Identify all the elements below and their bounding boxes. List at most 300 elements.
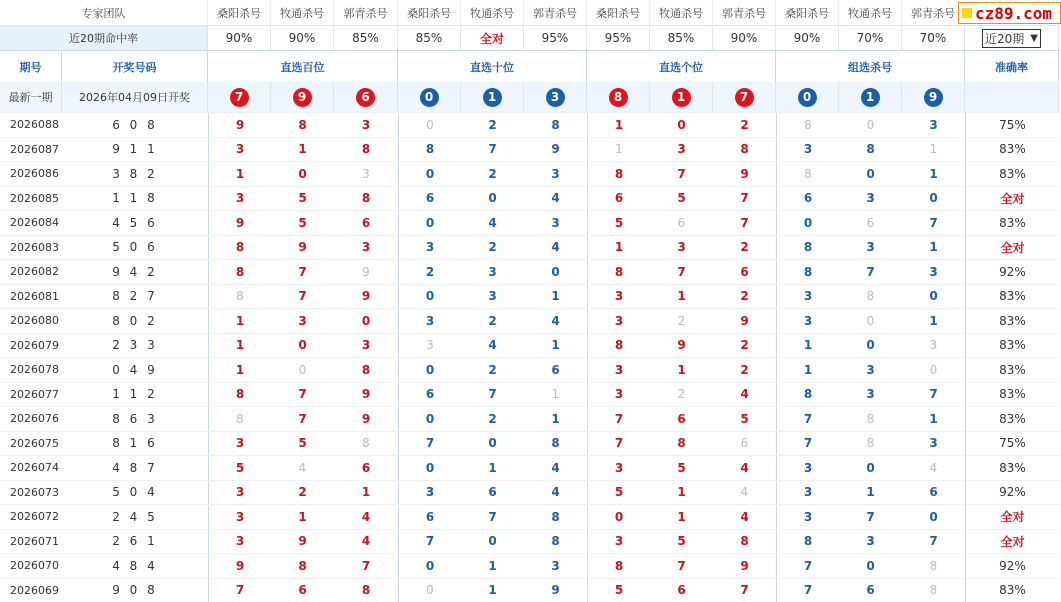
accuracy-value: 92%: [965, 481, 1059, 505]
kill-number: 3: [839, 236, 902, 260]
accuracy-value: 全对: [965, 505, 1059, 529]
kill-number: 7: [839, 505, 902, 529]
kill-number: 8: [776, 260, 839, 284]
kill-number: 3: [587, 285, 650, 309]
kill-number: 8: [587, 260, 650, 284]
table-row: [0, 235, 1059, 260]
kill-number: 3: [839, 530, 902, 554]
draw-numbers: 3 8 2: [62, 162, 208, 186]
issue-number: 2026081: [0, 285, 62, 309]
hit-rate-row: [0, 25, 1059, 50]
kill-number: 7: [271, 407, 334, 431]
expert-name: 桑阳杀号: [208, 0, 271, 25]
kill-number: 8: [587, 334, 650, 358]
hit-rate: 85%: [398, 26, 461, 50]
hit-rate: 70%: [902, 26, 965, 50]
kill-number: 6: [524, 358, 587, 382]
latest-ball-cell: [271, 82, 334, 112]
period-select[interactable]: [982, 29, 1041, 48]
kill-number: 1: [776, 358, 839, 382]
hit-rate: 全对: [461, 26, 524, 50]
kill-number: 3: [839, 358, 902, 382]
draw-numbers: 2 3 3: [62, 334, 208, 358]
number-ball: 9: [293, 88, 312, 107]
kill-number: 9: [208, 554, 271, 578]
draw-numbers: 5 0 4: [62, 481, 208, 505]
kill-number: 9: [208, 211, 271, 235]
table-row: [0, 529, 1059, 554]
kill-number: 2: [461, 162, 524, 186]
kill-number: 8: [524, 432, 587, 456]
hit-rate: 70%: [839, 26, 902, 50]
hit-rate: 85%: [650, 26, 713, 50]
kill-number: 0: [461, 187, 524, 211]
table-row: [0, 333, 1059, 358]
kill-number: 0: [839, 162, 902, 186]
number-ball: 1: [861, 88, 880, 107]
issue-number: 2026075: [0, 432, 62, 456]
draw-numbers: 9 0 8: [62, 579, 208, 602]
kill-number: 4: [524, 187, 587, 211]
table-row: [0, 161, 1059, 186]
hit-rate: 85%: [334, 26, 398, 50]
kill-number: 3: [208, 138, 271, 162]
group-header-tens: 直选十位: [398, 51, 587, 82]
kill-number: 6: [650, 211, 713, 235]
kill-number: 6: [713, 260, 776, 284]
kill-number: 3: [271, 309, 334, 333]
kill-number: 4: [524, 236, 587, 260]
accuracy-value: 83%: [965, 138, 1059, 162]
kill-number: 5: [650, 187, 713, 211]
kill-number: 1: [461, 456, 524, 480]
expert-name: 郭青杀号: [902, 0, 965, 25]
kill-number: 5: [208, 456, 271, 480]
kill-number: 0: [334, 309, 398, 333]
kill-number: 2: [713, 113, 776, 137]
draw-numbers: 2 6 1: [62, 530, 208, 554]
kill-number: 1: [650, 285, 713, 309]
kill-number: 7: [776, 432, 839, 456]
kill-number: 8: [398, 138, 461, 162]
number-ball: 9: [924, 88, 943, 107]
kill-number: 7: [902, 530, 965, 554]
draw-numbers: 1 1 8: [62, 187, 208, 211]
kill-number: 0: [398, 211, 461, 235]
kill-number: 1: [902, 309, 965, 333]
kill-number: 5: [271, 187, 334, 211]
kill-number: 3: [776, 309, 839, 333]
latest-ball-cell: [902, 82, 965, 112]
accuracy-value: 83%: [965, 456, 1059, 480]
kill-number: 1: [902, 162, 965, 186]
kill-number: 2: [650, 309, 713, 333]
hit-rate: 90%: [208, 26, 271, 50]
kill-number: 6: [398, 505, 461, 529]
kill-number: 3: [902, 113, 965, 137]
kill-number: 7: [334, 554, 398, 578]
kill-number: 4: [461, 334, 524, 358]
kill-number: 5: [650, 456, 713, 480]
number-ball: 8: [609, 88, 628, 107]
kill-number: 9: [524, 138, 587, 162]
table-row: [0, 186, 1059, 211]
kill-number: 4: [713, 383, 776, 407]
kill-number: 2: [461, 358, 524, 382]
kill-number: 7: [271, 260, 334, 284]
table-row: [0, 137, 1059, 162]
kill-number: 0: [398, 579, 461, 602]
expert-name: 牧通杀号: [650, 0, 713, 25]
team-label: 专家团队: [0, 0, 208, 25]
kill-number: 8: [839, 432, 902, 456]
kill-number: 2: [461, 113, 524, 137]
kill-number: 1: [587, 113, 650, 137]
kill-number: 3: [524, 211, 587, 235]
kill-number: 8: [713, 530, 776, 554]
kill-number: 3: [839, 383, 902, 407]
latest-draw-date: 2026年04月09日开奖: [62, 82, 208, 112]
kill-number: 5: [713, 407, 776, 431]
table-row: [0, 284, 1059, 309]
kill-number: 6: [461, 481, 524, 505]
kill-number: 7: [461, 383, 524, 407]
kill-number: 8: [839, 285, 902, 309]
number-ball: 7: [735, 88, 754, 107]
kill-number: 3: [208, 530, 271, 554]
kill-number: 9: [334, 260, 398, 284]
kill-number: 8: [208, 407, 271, 431]
kill-number: 3: [587, 358, 650, 382]
kill-number: 3: [398, 334, 461, 358]
kill-number: 1: [334, 481, 398, 505]
logo-square-icon: [962, 8, 972, 18]
kill-number: 6: [776, 187, 839, 211]
kill-number: 8: [334, 432, 398, 456]
kill-number: 3: [334, 162, 398, 186]
kill-number: 7: [650, 162, 713, 186]
latest-label: 最新一期: [0, 82, 62, 112]
hit-rate: 90%: [271, 26, 334, 50]
kill-number: 9: [334, 285, 398, 309]
issue-number: 2026082: [0, 260, 62, 284]
kill-number: 2: [713, 334, 776, 358]
kill-number: 0: [271, 358, 334, 382]
kill-number: 1: [524, 285, 587, 309]
expert-name: 桑阳杀号: [398, 0, 461, 25]
accuracy-value: 全对: [965, 236, 1059, 260]
accuracy-value: 83%: [965, 383, 1059, 407]
issue-number: 2026085: [0, 187, 62, 211]
kill-number: 9: [208, 113, 271, 137]
kill-number: 9: [713, 309, 776, 333]
kill-number: 1: [650, 505, 713, 529]
expert-name: 郭青杀号: [713, 0, 776, 25]
latest-ball-cell: [839, 82, 902, 112]
kill-number: 6: [334, 456, 398, 480]
kill-number: 7: [713, 211, 776, 235]
kill-number: 8: [208, 260, 271, 284]
kill-number: 8: [271, 554, 334, 578]
kill-number: 0: [398, 456, 461, 480]
kill-number: 8: [208, 383, 271, 407]
kill-number: 1: [461, 554, 524, 578]
accuracy-value: 75%: [965, 432, 1059, 456]
kill-number: 1: [587, 138, 650, 162]
kill-number: 0: [650, 113, 713, 137]
kill-number: 0: [902, 187, 965, 211]
kill-number: 3: [650, 236, 713, 260]
kill-number: 6: [398, 383, 461, 407]
table-row: [0, 112, 1059, 137]
hit-rate: 95%: [524, 26, 587, 50]
expert-name: 牧通杀号: [839, 0, 902, 25]
latest-ball-cell: [461, 82, 524, 112]
kill-number: 8: [334, 579, 398, 602]
kill-number: 0: [398, 554, 461, 578]
kill-number: 3: [208, 432, 271, 456]
kill-number: 6: [334, 211, 398, 235]
kill-number: 8: [650, 432, 713, 456]
kill-number: 1: [587, 236, 650, 260]
draw-numbers: 5 0 6: [62, 236, 208, 260]
kill-number: 2: [461, 236, 524, 260]
kill-number: 1: [208, 162, 271, 186]
draw-numbers: 4 8 4: [62, 554, 208, 578]
accuracy-value: 83%: [965, 162, 1059, 186]
kill-number: 5: [587, 211, 650, 235]
kill-number: 0: [524, 260, 587, 284]
kill-number: 4: [334, 505, 398, 529]
draw-numbers: 0 4 9: [62, 358, 208, 382]
kill-number: 8: [776, 530, 839, 554]
expert-name: 牧通杀号: [271, 0, 334, 25]
kill-number: 3: [902, 260, 965, 284]
kill-number: 1: [902, 407, 965, 431]
table-row: [0, 259, 1059, 284]
kill-number: 6: [587, 187, 650, 211]
expert-name: 桑阳杀号: [776, 0, 839, 25]
draw-numbers: 1 1 2: [62, 383, 208, 407]
accuracy-value: 全对: [965, 187, 1059, 211]
kill-number: 0: [839, 309, 902, 333]
kill-number: 6: [650, 579, 713, 602]
kill-number: 9: [713, 554, 776, 578]
latest-ball-cell: [524, 82, 587, 112]
kill-number: 0: [902, 505, 965, 529]
kill-number: 0: [839, 113, 902, 137]
kill-number: 8: [839, 407, 902, 431]
kill-number: 1: [839, 481, 902, 505]
issue-number: 2026080: [0, 309, 62, 333]
group-header-units: 直选个位: [587, 51, 776, 82]
draw-numbers: 8 6 3: [62, 407, 208, 431]
kill-number: 6: [271, 579, 334, 602]
kill-number: 8: [776, 236, 839, 260]
table-row: [0, 553, 1059, 578]
kill-number: 3: [334, 113, 398, 137]
hit-rate: 95%: [587, 26, 650, 50]
kill-number: 2: [461, 309, 524, 333]
kill-number: 8: [839, 138, 902, 162]
table-row: [0, 431, 1059, 456]
kill-number: 4: [271, 456, 334, 480]
accuracy-value: 83%: [965, 309, 1059, 333]
kill-number: 4: [902, 456, 965, 480]
kill-number: 3: [776, 138, 839, 162]
hit-rate: 90%: [776, 26, 839, 50]
number-ball: 3: [546, 88, 565, 107]
column-header-row: [0, 50, 1059, 83]
accuracy-value: 83%: [965, 358, 1059, 382]
expert-name: 郭青杀号: [334, 0, 398, 25]
chevron-down-icon: ▼: [1030, 33, 1038, 44]
table-row: [0, 210, 1059, 235]
kill-number: 8: [776, 162, 839, 186]
latest-ball-cell: [587, 82, 650, 112]
kill-number: 7: [650, 260, 713, 284]
kill-number: 9: [334, 383, 398, 407]
accuracy-value: 83%: [965, 407, 1059, 431]
expert-names-row: [0, 0, 1059, 25]
accuracy-column-header: 准确率: [965, 51, 1059, 82]
issue-number: 2026088: [0, 113, 62, 137]
kill-number: 1: [208, 334, 271, 358]
kill-number: 5: [271, 211, 334, 235]
kill-number: 3: [650, 138, 713, 162]
kill-number: 8: [713, 138, 776, 162]
kill-number: 0: [902, 285, 965, 309]
kill-number: 0: [271, 162, 334, 186]
kill-number: 4: [713, 481, 776, 505]
kill-number: 3: [208, 187, 271, 211]
draw-numbers: 4 5 6: [62, 211, 208, 235]
draw-numbers: 8 1 6: [62, 432, 208, 456]
kill-number: 3: [398, 481, 461, 505]
kill-number: 3: [524, 162, 587, 186]
expert-name: 郭青杀号: [524, 0, 587, 25]
kill-number: 4: [461, 211, 524, 235]
expert-name: 桑阳杀号: [587, 0, 650, 25]
issue-number: 2026070: [0, 554, 62, 578]
number-ball: 1: [672, 88, 691, 107]
kill-number: 8: [902, 554, 965, 578]
kill-number: 9: [524, 579, 587, 602]
issue-column-header: 期号: [0, 51, 62, 82]
hit-rate-label: 近20期命中率: [0, 26, 208, 50]
latest-accuracy: [965, 82, 1059, 112]
kill-number: 3: [334, 334, 398, 358]
kill-number: 3: [524, 554, 587, 578]
kill-number: 0: [776, 211, 839, 235]
kill-number: 5: [587, 481, 650, 505]
kill-number: 4: [524, 309, 587, 333]
kill-number: 1: [208, 358, 271, 382]
kill-number: 3: [587, 530, 650, 554]
kill-number: 3: [587, 309, 650, 333]
table-row: [0, 308, 1059, 333]
kill-number: 8: [776, 113, 839, 137]
kill-number: 1: [902, 138, 965, 162]
table-row: [0, 382, 1059, 407]
kill-number: 2: [271, 481, 334, 505]
kill-number: 8: [208, 285, 271, 309]
issue-number: 2026087: [0, 138, 62, 162]
accuracy-value: 83%: [965, 285, 1059, 309]
kill-number: 3: [461, 285, 524, 309]
draw-numbers: 4 8 7: [62, 456, 208, 480]
issue-number: 2026076: [0, 407, 62, 431]
kill-number: 1: [650, 481, 713, 505]
kill-number: 3: [461, 260, 524, 284]
expert-name: 牧通杀号: [461, 0, 524, 25]
kill-number: 4: [524, 481, 587, 505]
number-ball: 7: [230, 88, 249, 107]
kill-number: 3: [587, 456, 650, 480]
table-row: [0, 578, 1059, 602]
kill-number: 0: [461, 530, 524, 554]
kill-number: 7: [839, 260, 902, 284]
kill-number: 1: [776, 334, 839, 358]
kill-number: 4: [713, 505, 776, 529]
draw-column-header: 开奖号码: [62, 51, 208, 82]
latest-row: [0, 82, 1059, 112]
issue-number: 2026083: [0, 236, 62, 260]
kill-number: 8: [524, 530, 587, 554]
hit-rate: 90%: [713, 26, 776, 50]
kill-number: 4: [524, 456, 587, 480]
kill-number: 0: [398, 113, 461, 137]
kill-number: 7: [461, 138, 524, 162]
kill-number: 3: [398, 309, 461, 333]
kill-number: 0: [271, 334, 334, 358]
kill-number: 4: [334, 530, 398, 554]
issue-number: 2026072: [0, 505, 62, 529]
kill-number: 0: [902, 358, 965, 382]
kill-number: 8: [776, 383, 839, 407]
kill-number: 1: [271, 505, 334, 529]
issue-number: 2026071: [0, 530, 62, 554]
kill-number: 2: [713, 285, 776, 309]
kill-number: 7: [776, 554, 839, 578]
kill-number: 1: [524, 334, 587, 358]
kill-number: 6: [902, 481, 965, 505]
kill-number: 7: [776, 407, 839, 431]
kill-number: 7: [713, 579, 776, 602]
site-logo[interactable]: [958, 2, 1061, 24]
kill-number: 0: [839, 456, 902, 480]
group-header-hundreds: 直选百位: [208, 51, 398, 82]
issue-number: 2026074: [0, 456, 62, 480]
kill-number: 3: [208, 481, 271, 505]
kill-number: 8: [334, 138, 398, 162]
kill-number: 5: [650, 530, 713, 554]
kill-number: 1: [271, 138, 334, 162]
kill-number: 8: [334, 187, 398, 211]
draw-numbers: 6 0 8: [62, 113, 208, 137]
kill-number: 3: [776, 505, 839, 529]
issue-number: 2026086: [0, 162, 62, 186]
kill-number: 1: [650, 358, 713, 382]
kill-number: 7: [587, 407, 650, 431]
kill-number: 6: [650, 407, 713, 431]
kill-number: 7: [208, 579, 271, 602]
table-row: [0, 480, 1059, 505]
kill-number: 2: [398, 260, 461, 284]
accuracy-value: 全对: [965, 530, 1059, 554]
kill-number: 8: [208, 236, 271, 260]
kill-number: 8: [524, 505, 587, 529]
